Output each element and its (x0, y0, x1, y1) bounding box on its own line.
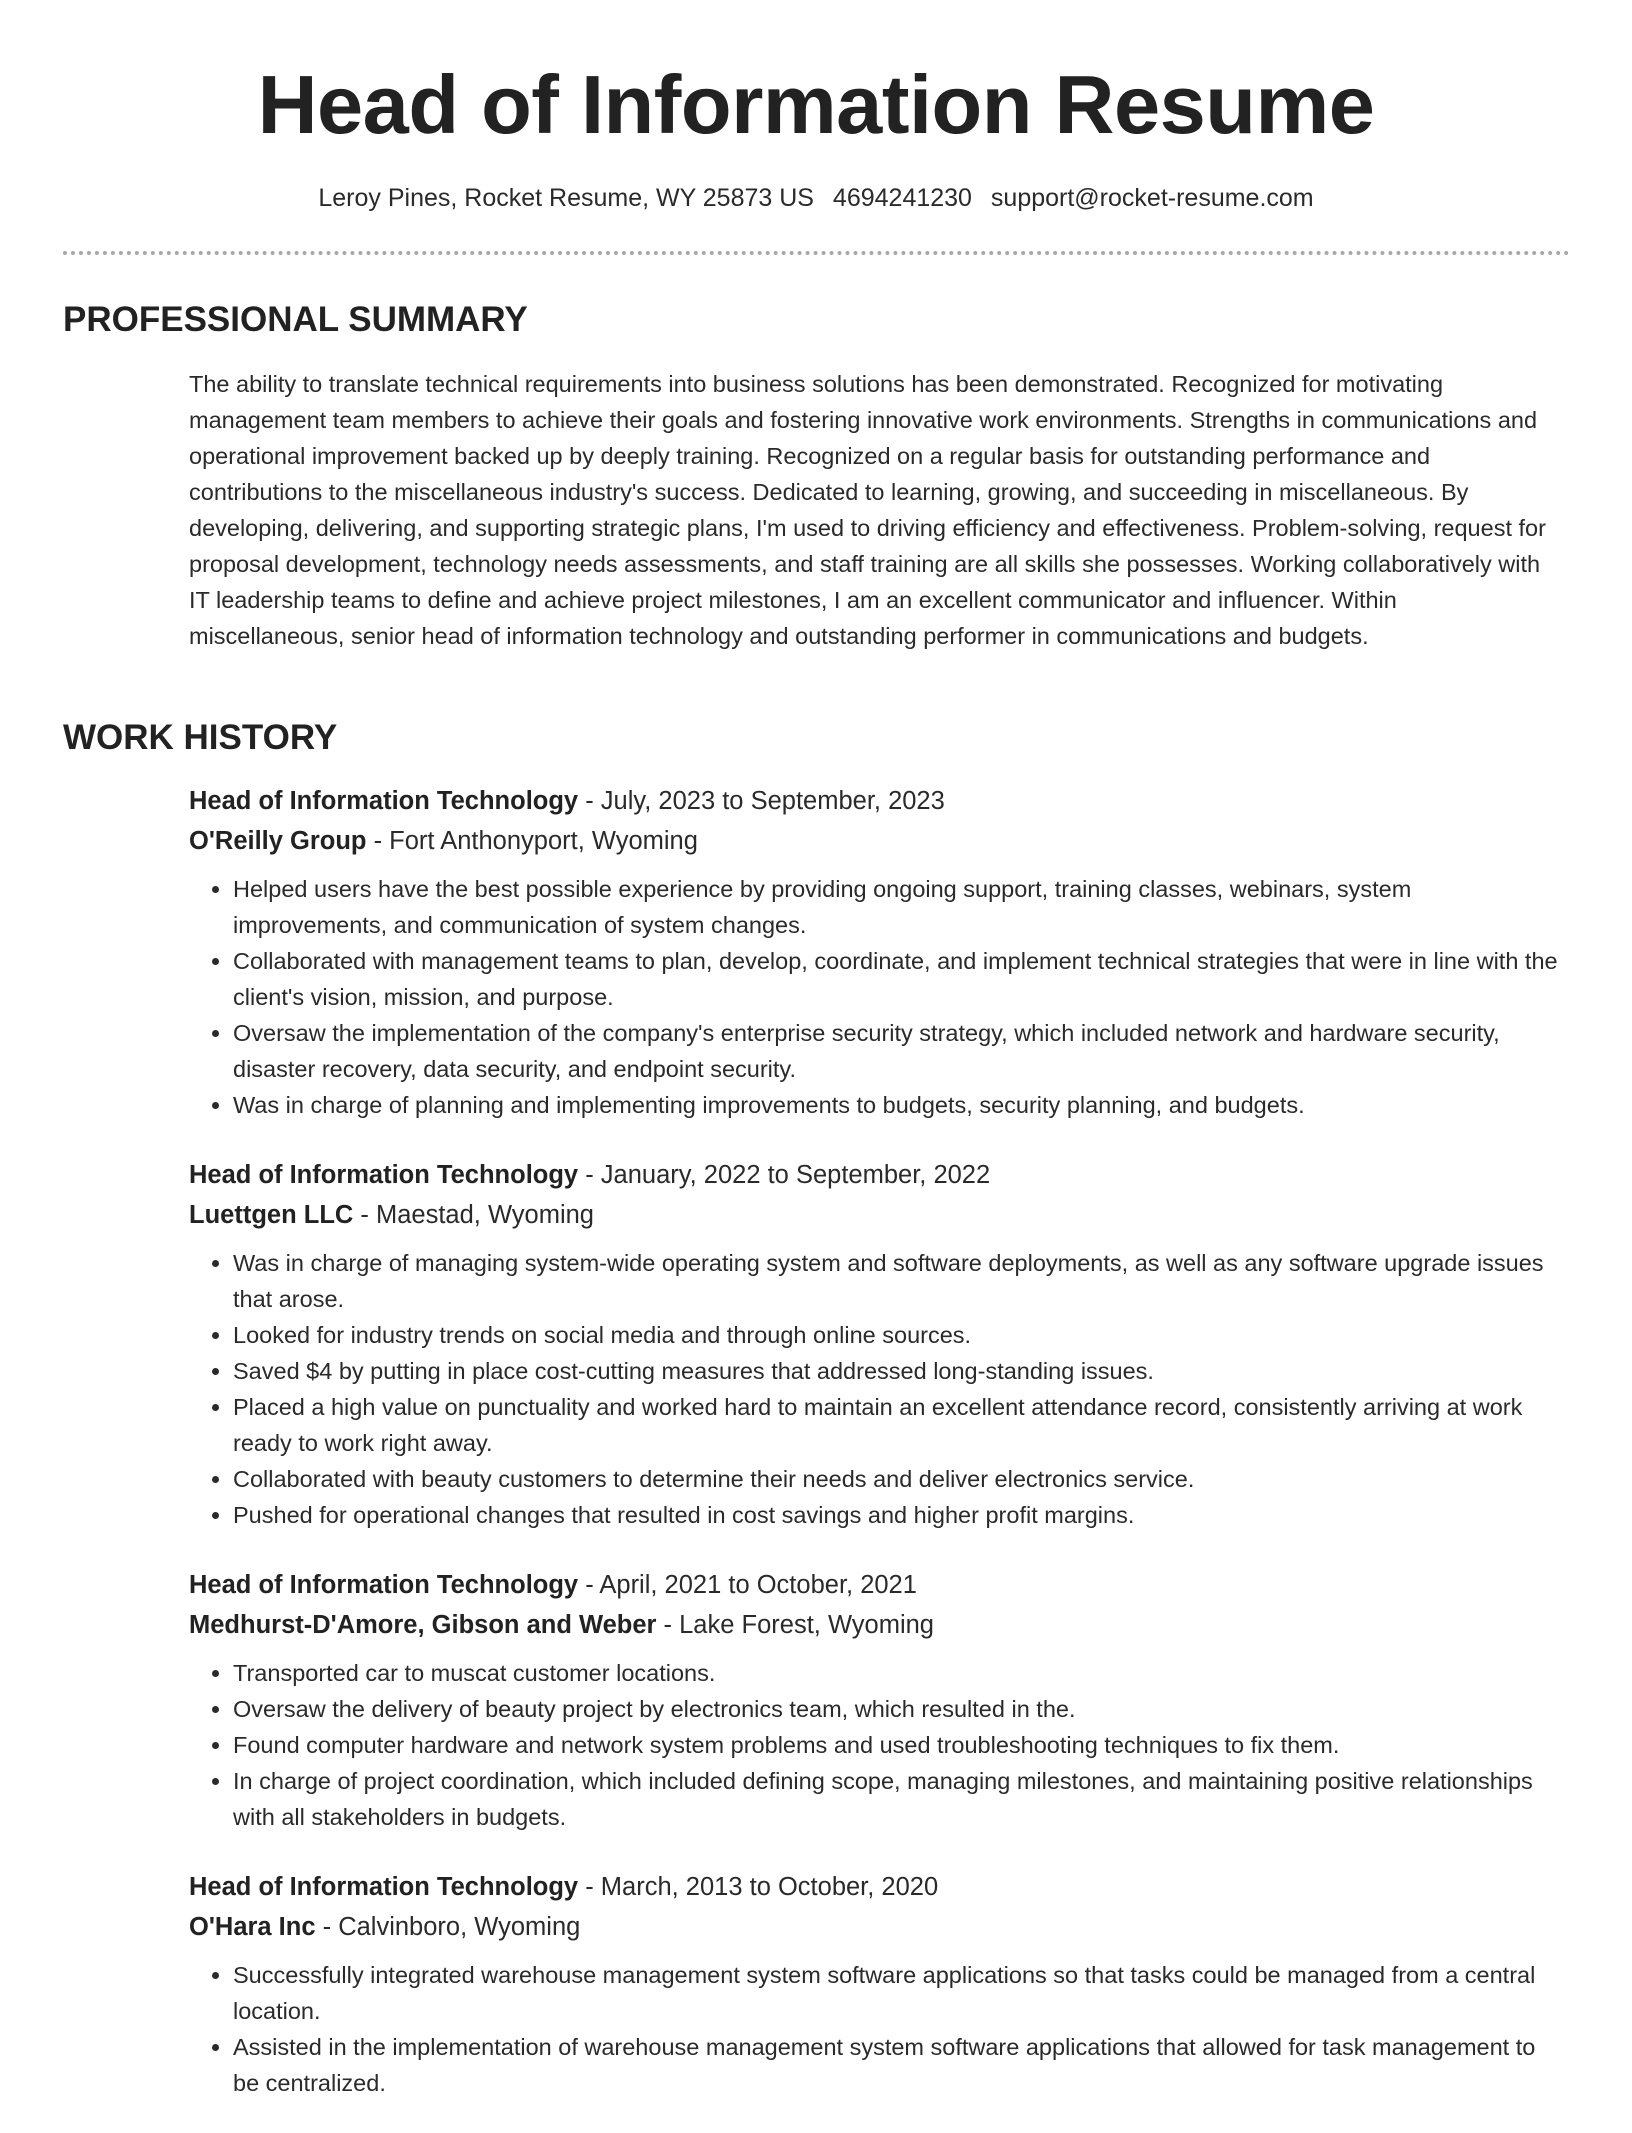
job-company-line (189, 1907, 1559, 1947)
job-dates: - March, 2013 to October, 2020 (578, 1873, 939, 1901)
job-bullets (189, 1245, 1559, 1533)
job-entry (189, 1565, 1559, 1835)
job-entry (189, 781, 1559, 1123)
job-location: - Fort Anthonyport, Wyoming (366, 827, 698, 855)
contact-line (0, 180, 1632, 216)
job-bullet: • Pushed for operational changes that resulted in cost savings and higher profit margins. (233, 1497, 1559, 1533)
job-bullets (189, 1655, 1559, 1835)
job-company: Luettgen LLC (189, 1201, 354, 1229)
resume-title: Head of Information Resume (257, 58, 1375, 151)
job-bullet: • Successfully integrated warehouse management system software applications so that tasks could be managed from a central location. (233, 1957, 1559, 2029)
job-dates: - July, 2023 to September, 2023 (578, 787, 945, 815)
job-entry (189, 1867, 1559, 2101)
job-bullet: • Saved $4 by putting in place cost-cutting measures that addressed long-standing issues. (233, 1353, 1559, 1389)
job-bullet: • Placed a high value on punctuality and worked hard to maintain an excellent attendance record, consistently arriving at work ready to work right away. (233, 1389, 1559, 1461)
job-location: - Calvinboro, Wyoming (315, 1913, 581, 1941)
job-bullet: • Oversaw the delivery of beauty project by electronics team, which resulted in the. (233, 1691, 1559, 1727)
job-location: - Maestad, Wyoming (353, 1201, 594, 1229)
job-bullet: • Collaborated with management teams to plan, develop, coordinate, and implement technical strategies that were in line with the client's vision, mission, and purpose. (233, 943, 1559, 1015)
job-bullet: • Helped users have the best possible experience by providing ongoing support, training classes, webinars, system improvements, and communication of system changes. (233, 871, 1559, 943)
job-bullet: • Found computer hardware and network system problems and used troubleshooting techniques to fix them. (233, 1727, 1559, 1763)
job-title-line (189, 1155, 1559, 1195)
job-entry (189, 1155, 1559, 1533)
job-title-line (189, 781, 1559, 821)
job-company-line (189, 1605, 1559, 1645)
contact-phone[interactable]: 4694241230 (832, 184, 972, 212)
job-bullet: • Transported car to muscat customer locations. (233, 1655, 1559, 1691)
job-title-line (189, 1565, 1559, 1605)
job-bullet: • Was in charge of planning and implementing improvements to budgets, security planning, and budgets. (233, 1087, 1559, 1123)
job-company-line (189, 1195, 1559, 1235)
job-bullet: • Assisted in the implementation of warehouse management system software applications that allowed for task management to be centralized. (233, 2029, 1559, 2101)
header-divider (63, 251, 1570, 255)
job-dates: - January, 2022 to September, 2022 (578, 1161, 991, 1189)
job-title: Head of Information Technology (189, 1571, 579, 1599)
job-dates: - April, 2021 to October, 2021 (578, 1571, 917, 1599)
job-bullet: • Collaborated with beauty customers to determine their needs and deliver electronics service. (233, 1461, 1559, 1497)
summary-heading: PROFESSIONAL SUMMARY (63, 300, 528, 339)
job-bullets (189, 871, 1559, 1123)
summary-text: The ability to translate technical requirements into business solutions has been demonstrated. Recognized for motivating management team members to achieve their goals and fostering innovative work environments. Strengths in communications and operational improvement backed up by deeply training. Recognized on a regular basis for outstanding performance and contributions to the miscellaneous industry's success. Dedicated to learning, growing, and succeeding in miscellaneous. By developing, delivering, and supporting strategic plans, I'm used to driving efficiency and effectiveness. Problem-solving, request for proposal development, technology needs assessments, and staff training are all skills she possesses. Working collaboratively with IT leadership teams to define and achieve project milestones, I am an excellent communicator and influencer. Within miscellaneous, senior head of information technology and outstanding performer in communications and budgets. (189, 371, 1546, 649)
job-company: Medhurst-D'Amore, Gibson and Weber (189, 1611, 657, 1639)
job-title: Head of Information Technology (189, 787, 579, 815)
job-bullet: • Was in charge of managing system-wide operating system and software deployments, as well as any software upgrade issues that arose. (233, 1245, 1559, 1317)
job-bullet: • Looked for industry trends on social media and through online sources. (233, 1317, 1559, 1353)
job-title: Head of Information Technology (189, 1873, 579, 1901)
job-company-line (189, 821, 1559, 861)
job-title-line (189, 1867, 1559, 1907)
job-company: O'Reilly Group (189, 827, 367, 855)
job-location: - Lake Forest, Wyoming (656, 1611, 934, 1639)
contact-email[interactable]: support@rocket-resume.com (990, 184, 1314, 212)
contact-address: Leroy Pines, Rocket Resume, WY 25873 US (318, 184, 814, 212)
work-history-heading: WORK HISTORY (63, 718, 338, 757)
job-company: O'Hara Inc (189, 1913, 316, 1941)
work-history-list (189, 781, 1559, 2133)
job-bullet: • Oversaw the implementation of the company's enterprise security strategy, which included network and hardware security, disaster recovery, data security, and endpoint security. (233, 1015, 1559, 1087)
job-title: Head of Information Technology (189, 1161, 579, 1189)
job-bullets (189, 1957, 1559, 2101)
job-bullet: • In charge of project coordination, which included defining scope, managing milestones, and maintaining positive relationships with all stakeholders in budgets. (233, 1763, 1559, 1835)
